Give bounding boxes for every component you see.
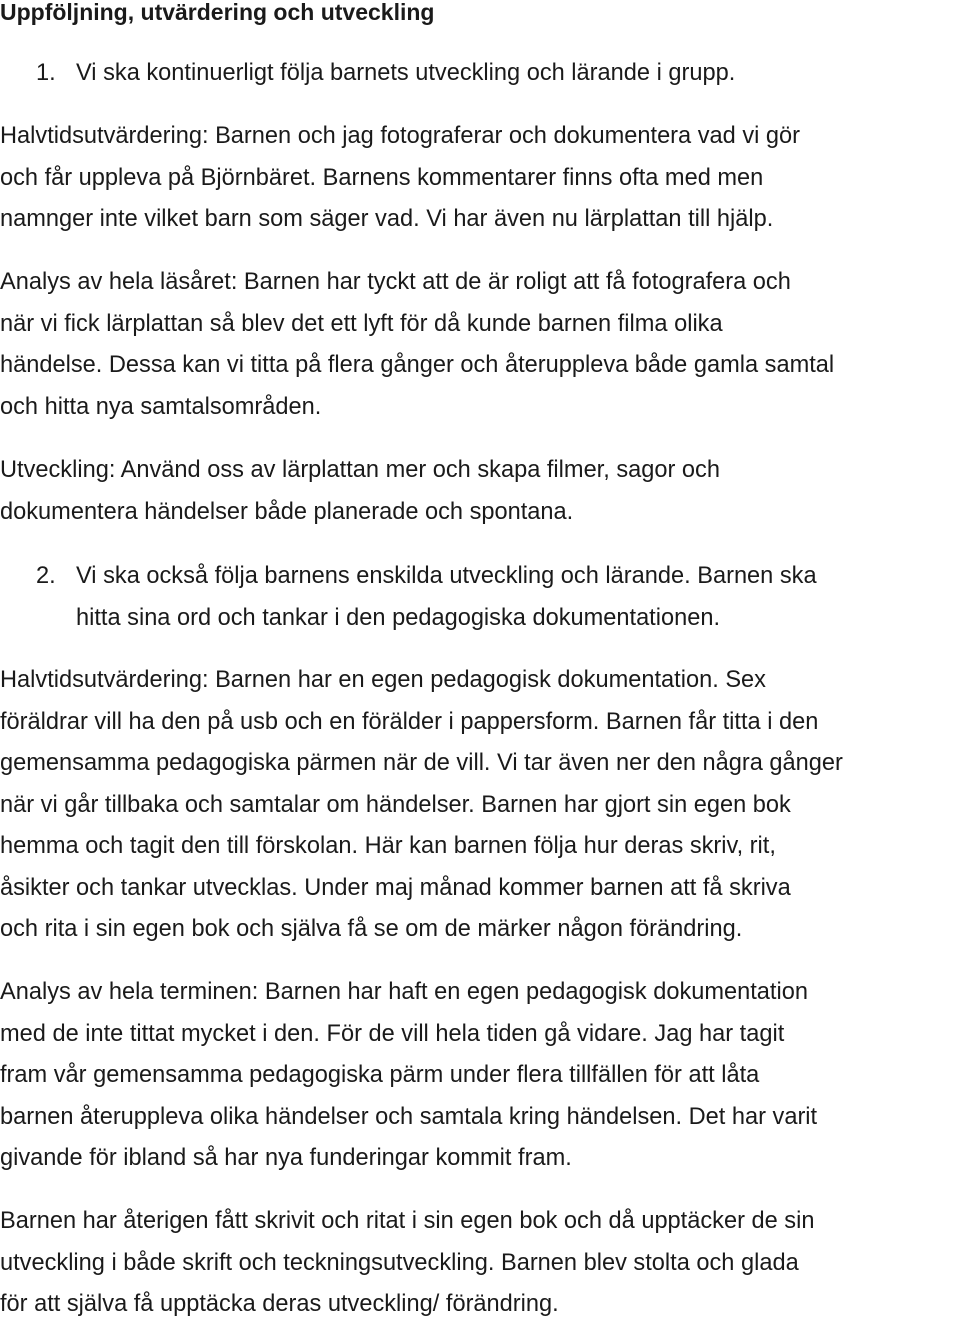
text-line: när vi fick lärplattan så blev det ett lyft för då kunde barnen filma olika [0, 310, 723, 337]
paragraph-analys-lasaret [0, 262, 960, 428]
text-line: Vi ska också följa barnens enskilda utveckling och lärande. Barnen ska [76, 563, 817, 589]
text-line: dokumentera händelser både planerade och spontana. [0, 498, 574, 525]
text-line: och får uppleva på Björnbäret. Barnens kommentarer finns ofta med men [0, 164, 764, 191]
paragraph-utveckling [0, 450, 960, 533]
list-item-text [76, 53, 735, 95]
list-item-number: 2. [36, 563, 56, 589]
text-line: och rita i sin egen bok och själva få se om de märker någon förändring. [0, 916, 743, 942]
text-line: händelse. Dessa kan vi titta på flera gånger och återuppleva både gamla samtal [0, 352, 835, 378]
text-line: och hitta nya samtalsområden. [0, 393, 322, 420]
list-item-text [76, 556, 817, 639]
text-line: hemma och tagit den till förskolan. Här kan barnen följa hur deras skriv, rit, [0, 833, 776, 859]
text-line: Halvtidsutvärdering: Barnen har en egen pedagogisk dokumentation. Sex [0, 667, 766, 693]
text-line: för att själva få upptäcka deras utveckling/ förändring. [0, 1291, 559, 1317]
text-line: namnger inte vilket barn som säger vad. Vi har även nu lärplattan till hjälp. [0, 206, 774, 232]
text-line: utveckling i både skrift och teckningsutveckling. Barnen blev stolta och glada [0, 1249, 799, 1276]
text-line: givande för ibland så har nya funderingar kommit fram. [0, 1145, 572, 1171]
text-line: Utveckling: Använd oss av lärplattan mer och skapa filmer, sagor och [0, 457, 720, 483]
text-line: åsikter och tankar utvecklas. Under maj månad kommer barnen att få skriva [0, 874, 791, 901]
text-line: gemensamma pedagogiska pärmen när de vill. Vi tar även ner den några gånger [0, 750, 843, 776]
text-line: fram vår gemensamma pedagogiska pärm under flera tillfällen för att låta [0, 1062, 760, 1088]
text-line: föräldrar vill ha den på usb och en förälder i pappersform. Barnen får titta i den [0, 708, 819, 735]
paragraph-avslutning [0, 1201, 960, 1326]
text-line: Halvtidsutvärdering: Barnen och jag fotograferar och dokumentera vad vi gör [0, 123, 801, 149]
paragraph-halvtidsutvardering-1 [0, 116, 960, 241]
document-title: Uppföljning, utvärdering och utveckling [0, 0, 435, 25]
text-line: Vi ska kontinuerligt följa barnets utveckling och lärande i grupp. [76, 60, 736, 86]
paragraph-halvtidsutvardering-2 [0, 660, 960, 951]
paragraph-analys-terminen [0, 972, 960, 1180]
text-line: barnen återuppleva olika händelser och samtala kring händelsen. Det har varit [0, 1103, 818, 1130]
text-line: Barnen har återigen fått skrivit och ritat i sin egen bok och då upptäcker de sin [0, 1208, 815, 1234]
text-line: Analys av hela läsåret: Barnen har tyckt att de är roligt att få fotografera och [0, 269, 791, 295]
text-line: hitta sina ord och tankar i den pedagogiska dokumentationen. [76, 604, 721, 631]
list-item-number: 1. [36, 60, 56, 86]
text-line: med de inte tittat mycket i den. För de vill hela tiden gå vidare. Jag har tagit [0, 1020, 785, 1047]
text-line: när vi går tillbaka och samtalar om händelser. Barnen har gjort sin egen bok [0, 791, 791, 818]
text-line: Analys av hela terminen: Barnen har haft en egen pedagogisk dokumentation [0, 979, 808, 1005]
